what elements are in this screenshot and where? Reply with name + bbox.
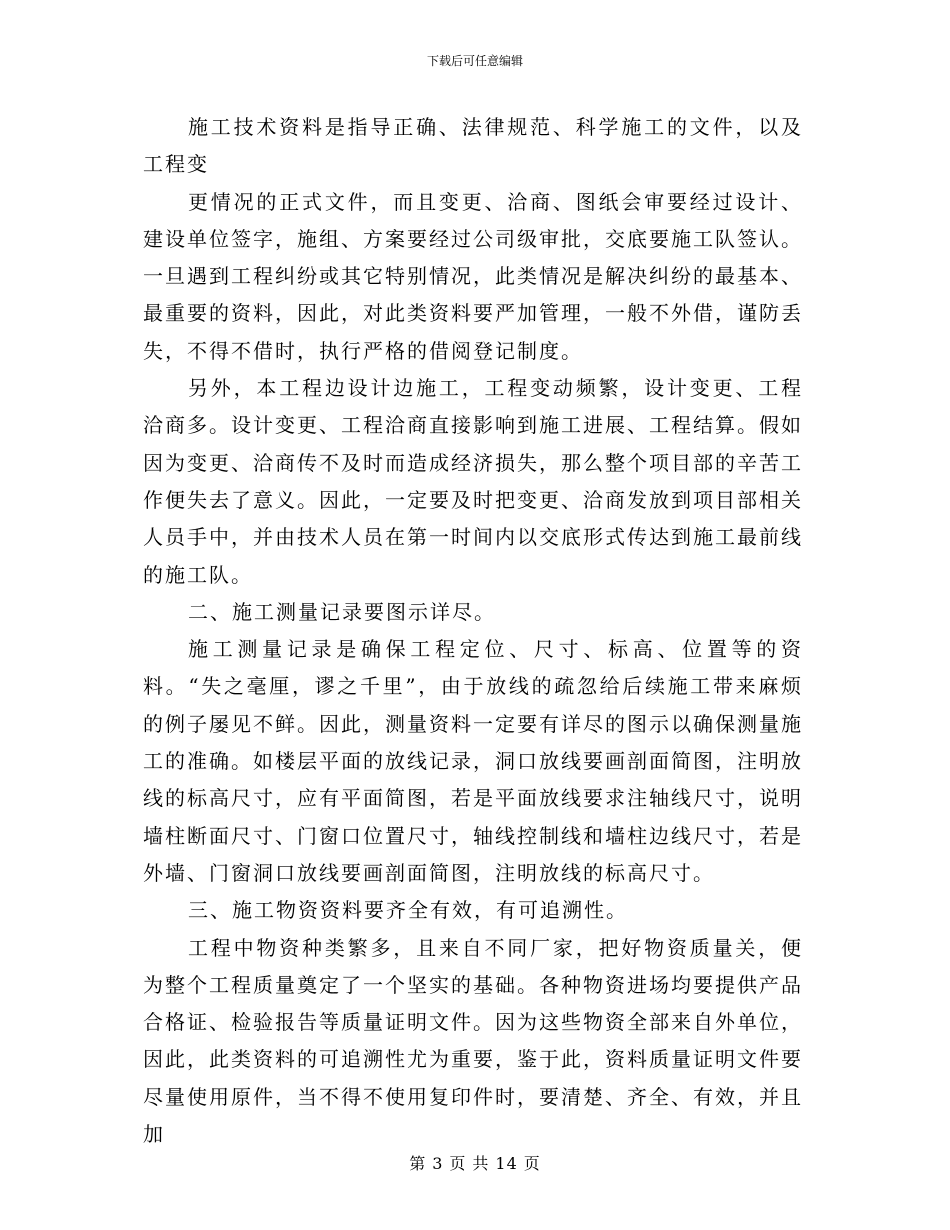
paragraph-2: 更情况的正式文件，而且变更、洽商、图纸会审要经过设计、建设单位签字，施组、方案要经过公司级审批，交底要施工队签认。一旦遇到工程纠纷或其它特别情况，此类情况是解决纠纷的最基本、最重要的资料，因此，对此类资料要严加管理，一般不外借，谨防丢失，不得不借时，执行严格的借阅登记制度。 (143, 189, 803, 363)
body-text (143, 109, 803, 1153)
page-footer (0, 1152, 950, 1176)
footer-suffix: 页 (523, 1154, 541, 1173)
paragraph-4: 施工测量记录是确保工程定位、尺寸、标高、位置等的资料。“失之毫厘，谬之千里”，由于放线的疏忽给后续施工带来麻烦的例子屡见不鲜。因此，测量资料一定要有详尽的图示以确保测量施工的准确。如楼层平面的放线记录，洞口放线要画剖面简图，注明放线的标高尺寸，应有平面简图，若是平面放线要求注轴线尺寸，说明墙柱断面尺寸、门窗口位置尺寸，轴线控制线和墙柱边线尺寸，若是外墙、门窗洞口放线要画剖面简图，注明放线的标高尺寸。 (143, 637, 803, 885)
page-header: 下载后可任意编辑 (426, 54, 523, 68)
footer-total-word: 共 (472, 1154, 490, 1173)
paragraph-5: 工程中物资种类繁多，且来自不同厂家，把好物资质量关，便为整个工程质量奠定了一个坚实的基础。各种物资进场均要提供产品合格证、检验报告等质量证明文件。因为这些物资全部来自外单位，因此，此类资料的可追溯性尤为重要，鉴于此，资料质量证明文件要尽量使用原件，当不得不使用复印件时，要清楚、齐全、有效，并且加 (143, 935, 803, 1147)
total-pages-number: 14 (495, 1154, 518, 1173)
footer-prefix: 第 (409, 1154, 427, 1173)
footer-page-word: 页 (449, 1154, 467, 1173)
current-page-number: 3 (432, 1154, 444, 1173)
section-heading-3: 三、施工物资资料要齐全有效，有可追溯性。 (188, 898, 628, 923)
paragraph-1: 施工技术资料是指导正确、法律规范、科学施工的文件，以及工程变 (143, 115, 803, 177)
section-heading-2: 二、施工测量记录要图示详尽。 (188, 599, 496, 624)
paragraph-3: 另外，本工程边设计边施工，工程变动频繁，设计变更、工程洽商多。设计变更、工程洽商直接影响到施工进展、工程结算。假如因为变更、洽商传不及时而造成经济损失，那么整个项目部的辛苦工作便失去了意义。因此，一定要及时把变更、洽商发放到项目部相关人员手中，并由技术人员在第一时间内以交底形式传达到施工最前线的施工队。 (143, 376, 803, 587)
